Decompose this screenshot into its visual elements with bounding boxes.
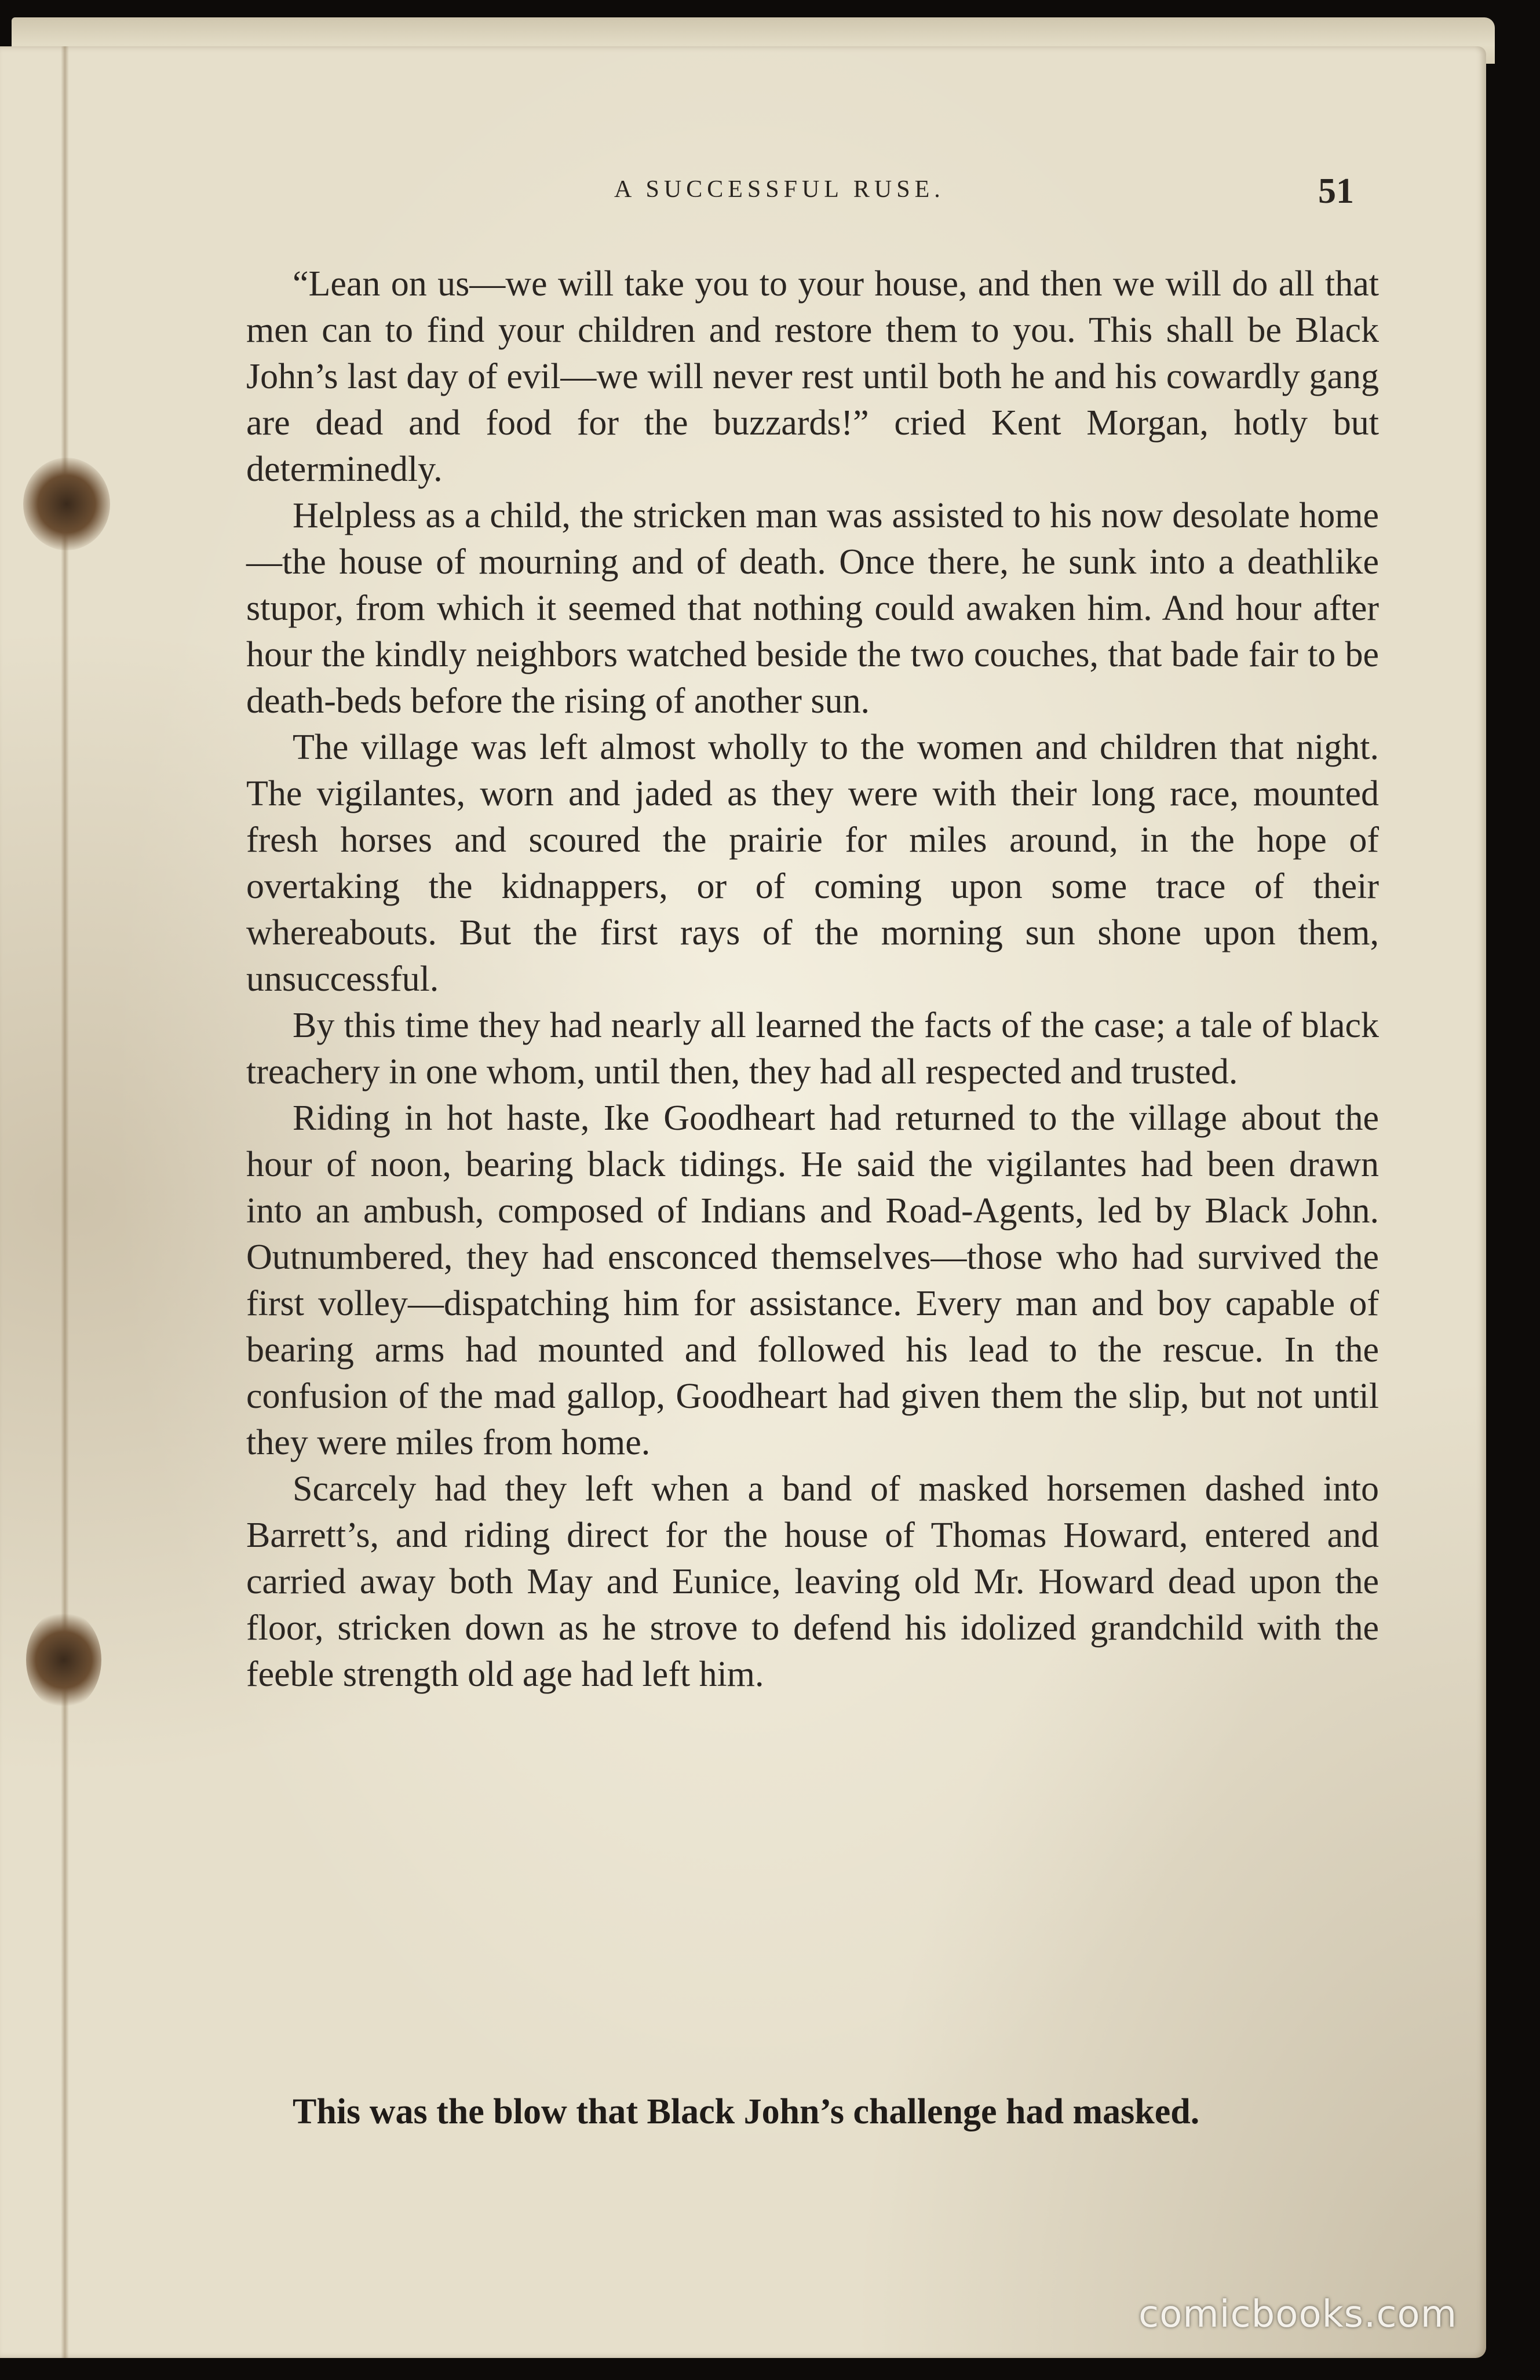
- page-number: 51: [1318, 171, 1354, 211]
- binding-gutter: [61, 46, 69, 2358]
- paragraph: Helpless as a child, the stricken man was assisted to his now desolate home—the house of mourning and of death. Once there, he sunk into a deathlike stupor, from which it seemed that nothing could awaken him. And hour after hour the kindly neighbors watched beside the two couches, that bade fair to be death-beds before the rising of another sun.: [246, 496, 1379, 721]
- running-title: A SUCCESSFUL RUSE.: [614, 176, 945, 203]
- paragraph: The village was left almost wholly to the women and children that night. The vigilantes, worn and jaded as they were with their long race, mounted fresh horses and scoured the prairie for miles around, in the hope of overtaking the kidnappers, or of coming upon some trace of their whereabouts. But the first rays of the morning sun shone upon them, unsuccessful.: [246, 728, 1379, 999]
- paragraph: Scarcely had they left when a band of masked horsemen dashed into Barrett’s, and riding direct for the house of Thomas Howard, entered and carried away both May and Eunice, leaving old Mr. Howard dead upon the floor, stricken down as he strove to defend his idolized grandchild with the feeble strength old age had left him.: [246, 1469, 1379, 1694]
- edge-damage-stain: [26, 1611, 101, 1709]
- paragraph: By this time they had nearly all learned the facts of the case; a tale of black treachery in one whom, until then, they had all respected and trusted.: [246, 1006, 1379, 1092]
- closing-line: This was the blow that Black John’s challenge had masked.: [293, 2092, 1200, 2131]
- paragraph: “Lean on us—we will take you to your house, and then we will do all that men can to find your children and restore them to you. This shall be Black John’s last day of evil—we will never rest until both he and his cowardly gang are dead and food for the buzzards!” cried Kent Morgan, hotly but determinedly.: [246, 264, 1379, 489]
- edge-damage-stain: [23, 458, 110, 550]
- watermark: comicbooks.com: [1138, 2293, 1458, 2336]
- body-text: [246, 261, 1379, 1698]
- paragraph: Riding in hot haste, Ike Goodheart had returned to the village about the hour of noon, bearing black tidings. He said the vigilantes had been drawn into an ambush, composed of Indians and Road-Agents, led by Black John. Outnumbered, they had ensconced themselves—those who had survived the first volley—dispatching him for assistance. Every man and boy capable of bearing arms had mounted and followed his lead to the rescue. In the confusion of the mad gallop, Goodheart had given them the slip, but not until they were miles from home.: [246, 1098, 1379, 1462]
- running-head: [0, 171, 1540, 217]
